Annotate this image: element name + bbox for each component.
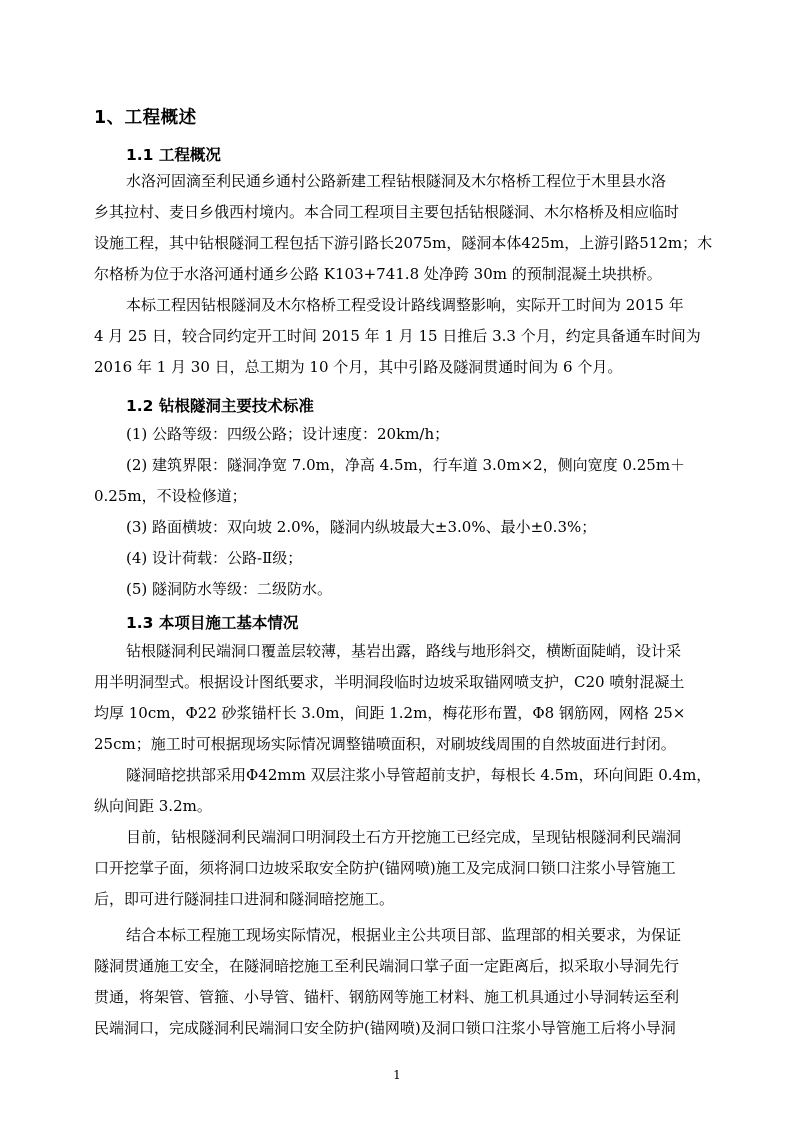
paragraph-line: 隧洞贯通施工安全，在隧洞暗挖施工至利民端洞口掌子面一定距离后，拟采取小导洞先行 [94, 957, 680, 975]
paragraph-line: 纵向间距 3.2m。 [94, 797, 212, 815]
section-heading-1-1: 1.1 工程概况 [126, 146, 221, 164]
paragraph-line: 口开挖掌子面，须将洞口边坡采取安全防护(锚网喷)施工及完成洞口锁口注浆小导管施工 [94, 859, 676, 877]
paragraph-line: 25cm；施工时可根据现场实际情况调整锚喷面积，对刷坡线周围的自然坡面进行封闭。 [94, 735, 676, 753]
list-item: (3) 路面横坡：双向坡 2.0%，隧洞内纵坡最大±3.0%、最小±0.3%； [126, 518, 597, 536]
paragraph-line: 水洛河固滴至利民通乡通村公路新建工程钻根隧洞及木尔格桥工程位于木里县水洛 [126, 172, 667, 190]
section-heading-1-2: 1.2 钻根隧洞主要技术标准 [126, 397, 314, 415]
paragraph-line: 民端洞口，完成隧洞利民端洞口安全防护(锚网喷)及洞口锁口注浆小导管施工后将小导洞 [94, 1019, 676, 1037]
paragraph-line: 设施工程，其中钻根隧洞工程包括下游引路长2075m，隧洞本体425m，上游引路512m；木 [94, 234, 713, 252]
paragraph-line: 2016 年 1 月 30 日，总工期为 10 个月，其中引路及隧洞贯通时间为 6 个月。 [94, 358, 623, 376]
list-item: (5) 隧洞防水等级：二级防水。 [126, 580, 333, 598]
list-item: (2) 建筑界限：隧洞净宽 7.0m，净高 4.5m，行车道 3.0m×2，侧向宽度 0.25m＋ [126, 456, 686, 474]
list-item: (1) 公路等级：四级公路；设计速度：20km/h； [126, 425, 450, 443]
paragraph-line: 乡其拉村、麦日乡俄西村境内。本合同工程项目主要包括钻根隧洞、木尔格桥及相应临时 [94, 203, 680, 221]
paragraph-line: 隧洞暗挖拱部采用Φ42mm 双层注浆小导管超前支护，每根长 4.5m，环向间距 0.4m， [126, 766, 712, 784]
paragraph-line: 均厚 10cm，Φ22 砂浆锚杆长 3.0m，间距 1.2m，梅花形布置，Φ8 钢筋网，网格 25× [94, 704, 686, 722]
section-heading-1-3: 1.3 本项目施工基本情况 [126, 614, 299, 632]
list-item-continuation: 0.25m，不设检修道； [94, 487, 247, 505]
list-item: (4) 设计荷载：公路-Ⅱ级； [126, 549, 303, 567]
paragraph-line: 后，即可进行隧洞挂口进洞和隧洞暗挖施工。 [94, 890, 395, 908]
paragraph-line: 目前，钻根隧洞利民端洞口明洞段土石方开挖施工已经完成，呈现钻根隧洞利民端洞 [126, 828, 682, 846]
paragraph-line: 贯通，将架管、管箍、小导管、锚杆、钢筋网等施工材料、施工机具通过小导洞转运至利 [94, 988, 680, 1006]
paragraph-line: 本标工程因钻根隧洞及木尔格桥工程受设计路线调整影响，实际开工时间为 2015 年 [126, 296, 684, 314]
paragraph-line: 结合本标工程施工现场实际情况，根据业主公共项目部、监理部的相关要求，为保证 [126, 926, 682, 944]
page-number: 1 [393, 1068, 401, 1082]
paragraph-line: 用半明洞型式。根据设计图纸要求，半明洞段临时边坡采取锚网喷支护，C20 喷射混凝土 [94, 673, 685, 691]
chapter-heading: 1、工程概述 [94, 108, 197, 128]
paragraph-line: 4 月 25 日，较合同约定开工时间 2015 年 1 月 15 日推后 3.3 个月，约定具备通车时间为 [94, 327, 701, 345]
paragraph-line: 尔格桥为位于水洛河通村通乡公路 K103+741.8 处净跨 30m 的预制混凝土块拱桥。 [94, 265, 662, 283]
paragraph-line: 钻根隧洞利民端洞口覆盖层较薄，基岩出露，路线与地形斜交，横断面陡峭，设计采 [126, 642, 682, 660]
